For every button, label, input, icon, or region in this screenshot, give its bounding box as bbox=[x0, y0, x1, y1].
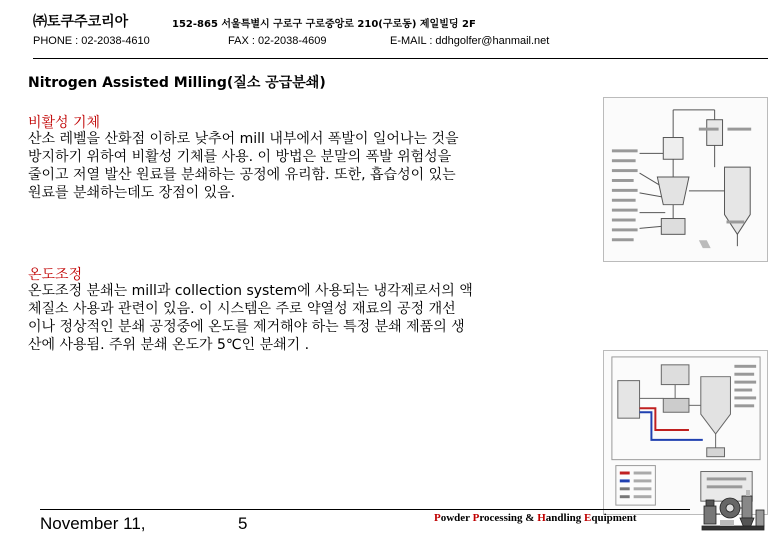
footer-divider bbox=[40, 509, 690, 510]
brand-initial: P bbox=[472, 512, 480, 524]
brand-initial: E bbox=[584, 512, 592, 524]
machinery-logo-icon bbox=[700, 486, 766, 536]
body-line: 방지하기 위하여 비활성 기체를 사용. 이 방법은 분말의 폭발 위험성을 bbox=[28, 149, 452, 165]
section-body-inert-gas bbox=[28, 130, 598, 202]
body-line: 원료를 분쇄하는데도 장점이 있음. bbox=[28, 185, 236, 201]
brand-initial: H bbox=[537, 512, 546, 524]
page-number: 5 bbox=[238, 514, 248, 533]
brand-word-rest: andling bbox=[545, 512, 582, 524]
brand-initial: P bbox=[434, 512, 441, 524]
body-line: 줄이고 저열 발산 원료를 분쇄하는 공정에 유리함. 또한, 흡습성이 있는 bbox=[28, 167, 456, 183]
phone-number: PHONE : 02-2038-4610 bbox=[33, 35, 150, 47]
company-address: 152-865 서울특별시 구로구 구로중앙로 210(구로동) 제일빌딩 2F bbox=[172, 19, 476, 30]
brand-word-rest: quipment bbox=[591, 512, 637, 524]
header-divider bbox=[33, 58, 768, 59]
body-line: 체질소 사용과 관련이 있음. 이 시스템은 주로 약열성 재료의 공정 개선 bbox=[28, 301, 456, 317]
fax-number: FAX : 02-2038-4609 bbox=[228, 35, 327, 47]
brand-word-rest: owder bbox=[440, 512, 470, 524]
brand-word-rest: rocessing bbox=[479, 512, 523, 524]
body-line: 이나 정상적인 분쇄 공정중에 온도를 제거해야 하는 특정 분쇄 제품의 생 bbox=[28, 319, 465, 335]
email-address: E-MAIL : ddhgolfer@hanmail.net bbox=[390, 35, 550, 47]
footer-date: November 11, bbox=[40, 514, 146, 533]
body-line: 산소 레벨을 산화점 이하로 낮추어 mill 내부에서 폭발이 일어나는 것을 bbox=[28, 131, 459, 147]
brand-ampersand: & bbox=[525, 512, 535, 524]
company-name: ㈜토쿠주코리아 bbox=[33, 14, 129, 30]
slide-title: Nitrogen Assisted Milling(질소 공급분쇄) bbox=[28, 75, 326, 91]
section-heading-temperature: 온도조정 bbox=[28, 267, 83, 283]
section-heading-inert-gas: 비활성 기체 bbox=[28, 115, 101, 131]
footer-brand bbox=[434, 512, 637, 524]
body-line: 온도조정 분쇄는 mill과 collection system에 사용되는 냉각제로서의 액 bbox=[28, 283, 473, 299]
inert-gas-system-diagram bbox=[603, 97, 768, 262]
body-line: 산에 사용됨. 주위 분쇄 온도가 5℃인 분쇄기 . bbox=[28, 337, 310, 353]
section-body-temperature bbox=[28, 282, 598, 354]
